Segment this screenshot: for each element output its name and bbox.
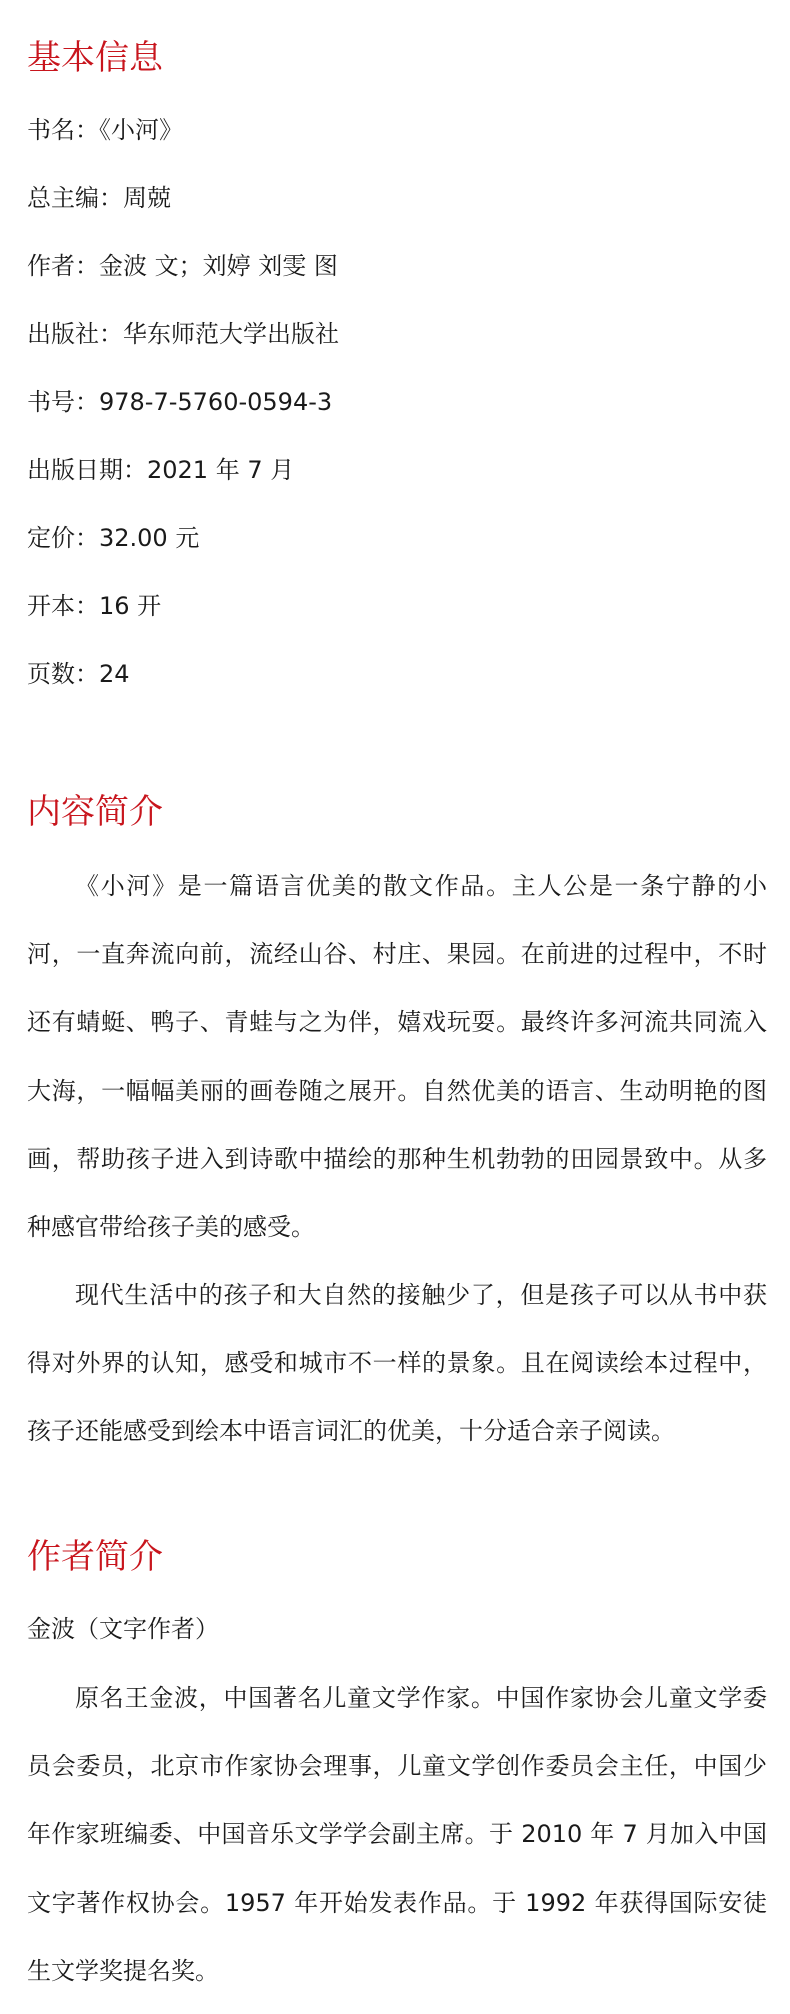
summary-heading: 内容简介 — [27, 792, 163, 832]
info-price: 定价：32.00 元 — [27, 524, 200, 552]
info-title: 书名：《小河》 — [27, 116, 183, 144]
author-heading: 作者简介 — [27, 1537, 163, 1577]
summary-paragraph-2: 现代生活中的孩子和大自然的接触少了，但是孩子可以从书中获得对外界的认知，感受和城市不一样的景象。且在阅读绘本过程中，孩子还能感受到绘本中语言词汇的优美，十分适合亲子阅读。 — [27, 1281, 767, 1446]
info-editor: 总主编：周兢 — [27, 184, 171, 212]
info-pages: 页数：24 — [27, 660, 130, 688]
author-name: 金波（文字作者） — [27, 1615, 219, 1643]
info-format: 开本：16 开 — [27, 592, 162, 620]
summary-paragraph-1: 《小河》是一篇语言优美的散文作品。主人公是一条宁静的小河，一直奔流向前，流经山谷、村庄、果园。在前进的过程中，不时还有蜻蜓、鸭子、青蛙与之为伴，嬉戏玩耍。最终许多河流共同流入大海，一幅幅美丽的画卷随之展开。自然优美的语言、生动明艳的图画，帮助孩子进入到诗歌中描绘的那种生机勃勃的田园景致中。从多种感官带给孩子美的感受。 — [27, 872, 767, 1242]
basic-info-heading: 基本信息 — [27, 38, 163, 78]
author-bio: 原名王金波，中国著名儿童文学作家。中国作家协会儿童文学委员会委员，北京市作家协会理事，儿童文学创作委员会主任，中国少年作家班编委、中国音乐文学学会副主席。于 2010 年 7 月加入中国文字著作权协会。1957 年开始发表作品。于 1992 年获得国际安徒生文学奖提名奖。 — [27, 1684, 767, 1985]
info-publish-date: 出版日期：2021 年 7 月 — [27, 456, 295, 484]
info-author: 作者：金波 文；刘婷 刘雯 图 — [27, 252, 338, 280]
info-publisher: 出版社：华东师范大学出版社 — [27, 320, 339, 348]
info-isbn: 书号：978-7-5760-0594-3 — [27, 388, 333, 416]
